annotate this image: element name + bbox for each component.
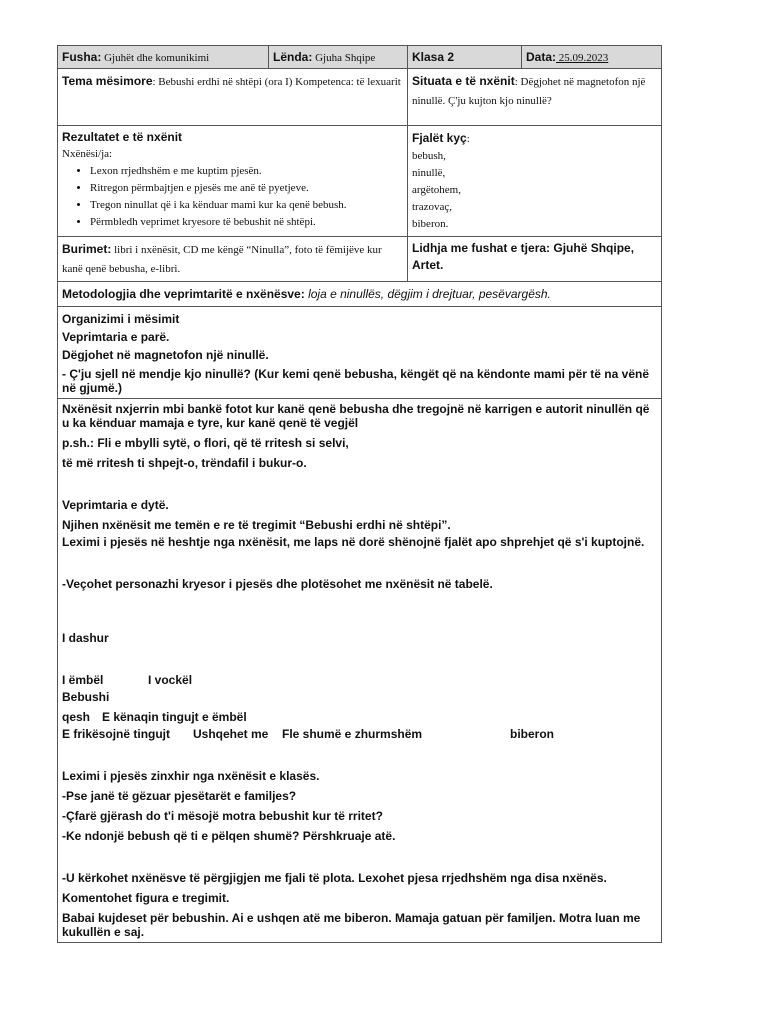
word-dashur: I dashur (62, 631, 109, 645)
situata-cell (408, 69, 662, 126)
data-cell (522, 46, 662, 69)
fusha-label: Fusha: (62, 50, 102, 64)
question: -Ke ndonjë bebush që ti e pëlqen shumë? Përshkruaje atë. (62, 829, 396, 843)
paragraph: Nxënësit nxjerrin mbi bankë fotot kur kanë qenë bebusha dhe tregojnë në karrigen e autorit ninullën që u ka kënduar mamaja e tyre, kur kanë qenë të vegjël (62, 402, 650, 430)
fjalet-label: Fjalët kyç (412, 131, 467, 145)
burimet-label: Burimet: (62, 242, 112, 256)
word-biberon: biberon (510, 727, 554, 741)
word-row (62, 727, 657, 741)
keyword-item: biberon. (412, 218, 449, 230)
organizimi-row (58, 307, 662, 399)
metodologjia-row (58, 282, 662, 307)
organizimi-line: Dëgjohet në magnetofon një ninullë. (62, 348, 269, 362)
lesson-plan-table (57, 45, 662, 943)
rezultatet-list (62, 163, 403, 231)
paragraph: p.sh.: Fli e mbylli sytë, o flori, që të rritesh si selvi, (62, 436, 349, 450)
klasa-label: Klasa 2 (412, 50, 455, 64)
word-vockel: I vockël (148, 673, 193, 687)
question: -Pse janë të gëzuar pjesëtarët e familjes? (62, 789, 297, 803)
paragraph: Komentohet figura e tregimit. (62, 891, 230, 905)
fjalet-colon: : (466, 133, 470, 145)
tema-cell (58, 69, 408, 126)
rezultatet-item: • Tregon ninullat që i ka kënduar mami kur ka qenë bebush. (90, 197, 403, 214)
word-fle: Fle shumë e zhurmshëm (282, 727, 423, 741)
lenda-value: Gjuha Shqipe (312, 52, 376, 64)
rezultatet-intro: Nxënësi/ja: (62, 148, 113, 160)
lidhja-text: Lidhja me fushat e tjera: Gjuhë Shqipe, Artet. (412, 241, 635, 272)
word-bebushi: Bebushi (62, 690, 110, 704)
rezultatet-row (58, 126, 662, 237)
rezultatet-item: • Përmbledh veprimet kryesore të bebushit në shtëpi. (90, 214, 403, 231)
main-content-cell (58, 399, 662, 943)
burimet-cell (58, 237, 408, 282)
paragraph: Babai kujdeset për bebushin. Ai e ushqen atë me biberon. Mamaja gatuan për familjen. Motra luan me kukullën e saj. (62, 911, 641, 939)
lesson-plan-document (57, 45, 661, 943)
klasa-cell (408, 46, 522, 69)
organizimi-question: - Ç'ju sjell në mendje kjo ninullë? (Kur kemi qenë bebusha, këngët që na këndonte mami për të na vënë në gjumë.) (62, 367, 649, 395)
word-row (62, 673, 657, 687)
word-embel: I ëmbël (62, 673, 104, 687)
paragraph: të më rritesh ti shpejt-o, trëndafil i bukur-o. (62, 456, 307, 470)
burimet-text: libri i nxënësit, CD me këngë “Ninulla”, foto të fëmijëve kur kanë qenë bebusha, e-libri. (62, 244, 382, 275)
lidhja-cell (408, 237, 662, 282)
question: -Çfarë gjërash do t'i mësojë motra bebushit kur të rritet? (62, 809, 383, 823)
main-content-row (58, 399, 662, 943)
fusha-cell (58, 46, 269, 69)
situata-label: Situata e të nxënit (412, 74, 515, 88)
burimet-row (58, 237, 662, 282)
metodologjia-text: loja e ninullës, dëgjim i drejtuar, pesëvargësh. (304, 287, 551, 301)
word-qesh: qesh (62, 710, 91, 724)
paragraph: Leximi i pjesës zinxhir nga nxënësit e klasës. (62, 769, 320, 783)
word-frikesojne: E frikësojnë tingujt (62, 727, 171, 741)
veprimtaria-2-title: Veprimtaria e dytë. (62, 498, 169, 512)
word-row (62, 710, 657, 724)
rezultatet-cell (58, 126, 408, 237)
paragraph: -Veçohet personazhi kryesor i pjesës dhe plotësohet me nxënësit në tabelë. (62, 577, 493, 591)
rezultatet-item: • Ritregon përmbajtjen e pjesës me anë të pyetjeve. (90, 180, 403, 197)
data-value: 25.09.2023 (556, 52, 609, 64)
fjalet-cell (408, 126, 662, 237)
keyword-item: ninullë, (412, 167, 446, 179)
lenda-cell (269, 46, 408, 69)
word-kenaqin: E kënaqin tingujt e ëmbël (102, 710, 247, 724)
lenda-label: Lënda: (273, 50, 313, 64)
tema-label: Tema mësimore (62, 74, 153, 88)
paragraph: Njihen nxënësit me temën e re të tregimit “Bebushi erdhi në shtëpi”. (62, 518, 451, 532)
tema-row (58, 69, 662, 126)
organizimi-cell (58, 307, 662, 399)
situata-text: : Dëgjohet në magnetofon një ninullë. Ç'ju kujton kjo ninullë? (412, 76, 646, 107)
keyword-item: trazovaç, (412, 201, 452, 213)
rezultatet-item: • Lexon rrjedhshëm e me kuptim pjesën. (90, 163, 403, 180)
metodologjia-cell (58, 282, 662, 307)
veprimtaria-1-title: Veprimtaria e parë. (62, 330, 170, 344)
keyword-item: bebush, (412, 150, 446, 162)
metodologjia-label: Metodologjia dhe veprimtaritë e nxënësve: (62, 287, 305, 301)
organizimi-title: Organizimi i mësimit (62, 312, 180, 326)
data-label: Data: (526, 50, 557, 64)
rezultatet-label: Rezultatet e të nxënit (62, 130, 183, 144)
fusha-value: Gjuhët dhe komunikimi (101, 52, 210, 64)
keyword-item: argëtohem, (412, 184, 461, 196)
paragraph: Leximi i pjesës në heshtje nga nxënësit, me laps në dorë shënojnë fjalët apo shprehjet që s'i kuptojnë. (62, 535, 645, 549)
paragraph: -U kërkohet nxënësve të përgjigjen me fjali të plota. Lexohet pjesa rrjedhshëm nga disa nxënës. (62, 871, 607, 885)
word-ushqehet: Ushqehet me (193, 727, 269, 741)
header-row (58, 46, 662, 69)
tema-text: : Bebushi erdhi në shtëpi (ora I) Kompetenca: të lexuarit (152, 76, 401, 88)
